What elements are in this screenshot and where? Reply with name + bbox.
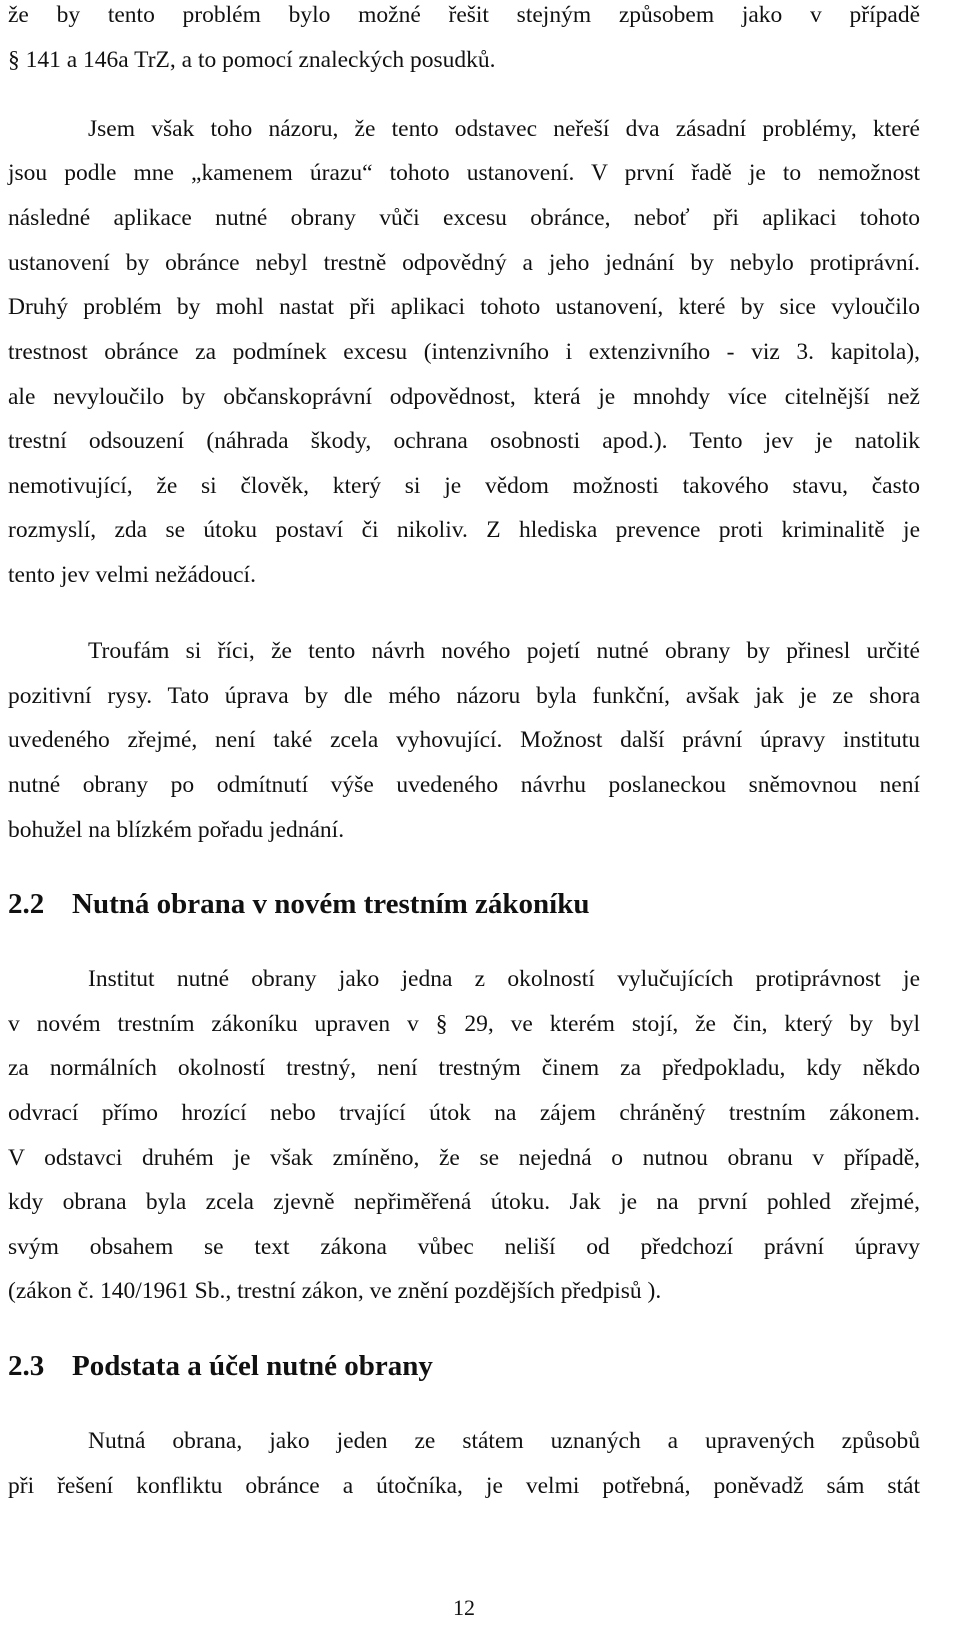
text-line: následné aplikace nutné obrany vůči excesu obránce, neboť při aplikaci tohoto [8,205,920,231]
section-title: Nutná obrana v novém trestním zákoníku [72,888,590,920]
text-line: § 141 a 146a TrZ, a to pomocí znaleckých posudků. [8,47,496,73]
text-line: jsou podle mne „kamenem úrazu“ tohoto ustanovení. V první řadě je to nemožnost [8,160,920,186]
text-line: Institut nutné obrany jako jedna z okolností vylučujících protiprávnost je [88,966,920,992]
text-line: kdy obrana byla zcela zjevně nepřiměřená útoku. Jak je na první pohled zřejmé, [8,1189,920,1215]
text-line: tento jev velmi nežádoucí. [8,562,256,588]
section-heading [8,889,920,919]
text-line: při řešení konfliktu obránce a útočníka, je velmi potřebná, poněvadž sám stát [8,1473,920,1499]
text-line: za normálních okolností trestný, není trestným činem za předpokladu, kdy někdo [8,1055,920,1081]
text-line: Jsem však toho názoru, že tento odstavec neřeší dva zásadní problémy, které [88,116,920,142]
section-heading [8,1351,920,1381]
text-line: trestní odsouzení (náhrada škody, ochrana osobnosti apod.). Tento jev je natolik [8,428,920,454]
text-line: Nutná obrana, jako jeden ze státem uznaných a upravených způsobů [88,1428,920,1454]
page-number: 12 [453,1595,475,1620]
text-line: bohužel na blízkém pořadu jednání. [8,817,345,843]
text-line: ustanovení by obránce nebyl trestně odpovědný a jeho jednání by nebylo protiprávní. [8,250,920,276]
text-line: nemotivující, že si člověk, který si je vědom možnosti takového stavu, často [8,473,920,499]
text-line: v novém trestním zákoníku upraven v § 29, ve kterém stojí, že čin, který by byl [8,1011,920,1037]
text-line: nutné obrany po odmítnutí výše uvedeného návrhu poslaneckou sněmovnou není [8,772,920,798]
text-line: rozmyslí, zda se útoku postaví či nikoliv. Z hlediska prevence proti kriminalitě je [8,517,920,543]
text-line: svým obsahem se text zákona vůbec neliší od předchozí právní úpravy [8,1234,920,1260]
text-line: Troufám si říci, že tento návrh nového pojetí nutné obrany by přinesl určité [88,638,920,664]
text-line: trestnost obránce za podmínek excesu (intenzivního i extenzivního - viz 3. kapitola), [8,339,920,365]
section-number: 2.3 [8,1350,45,1382]
text-line: (zákon č. 140/1961 Sb., trestní zákon, ve znění pozdějších předpisů ). [8,1278,662,1304]
section-number: 2.2 [8,888,45,920]
text-line: uvedeného zřejmé, není také zcela vyhovující. Možnost další právní úpravy institutu [8,727,920,753]
document-page [8,0,920,1644]
text-line: V odstavci druhém je však zmíněno, že se nejedná o nutnou obranu v případě, [8,1145,920,1171]
text-line: Druhý problém by mohl nastat při aplikaci tohoto ustanovení, které by sice vyloučilo [8,294,920,320]
text-line: pozitivní rysy. Tato úprava by dle mého názoru byla funkční, avšak jak je ze shora [8,683,920,709]
text-line: ale nevyloučilo by občanskoprávní odpovědnost, která je mnohdy více citelnější než [8,384,920,410]
text-line: že by tento problém bylo možné řešit stejným způsobem jako v případě [8,2,920,28]
section-title: Podstata a účel nutné obrany [72,1350,433,1382]
text-line: odvrací přímo hrozící nebo trvající útok na zájem chráněný trestním zákonem. [8,1100,920,1126]
